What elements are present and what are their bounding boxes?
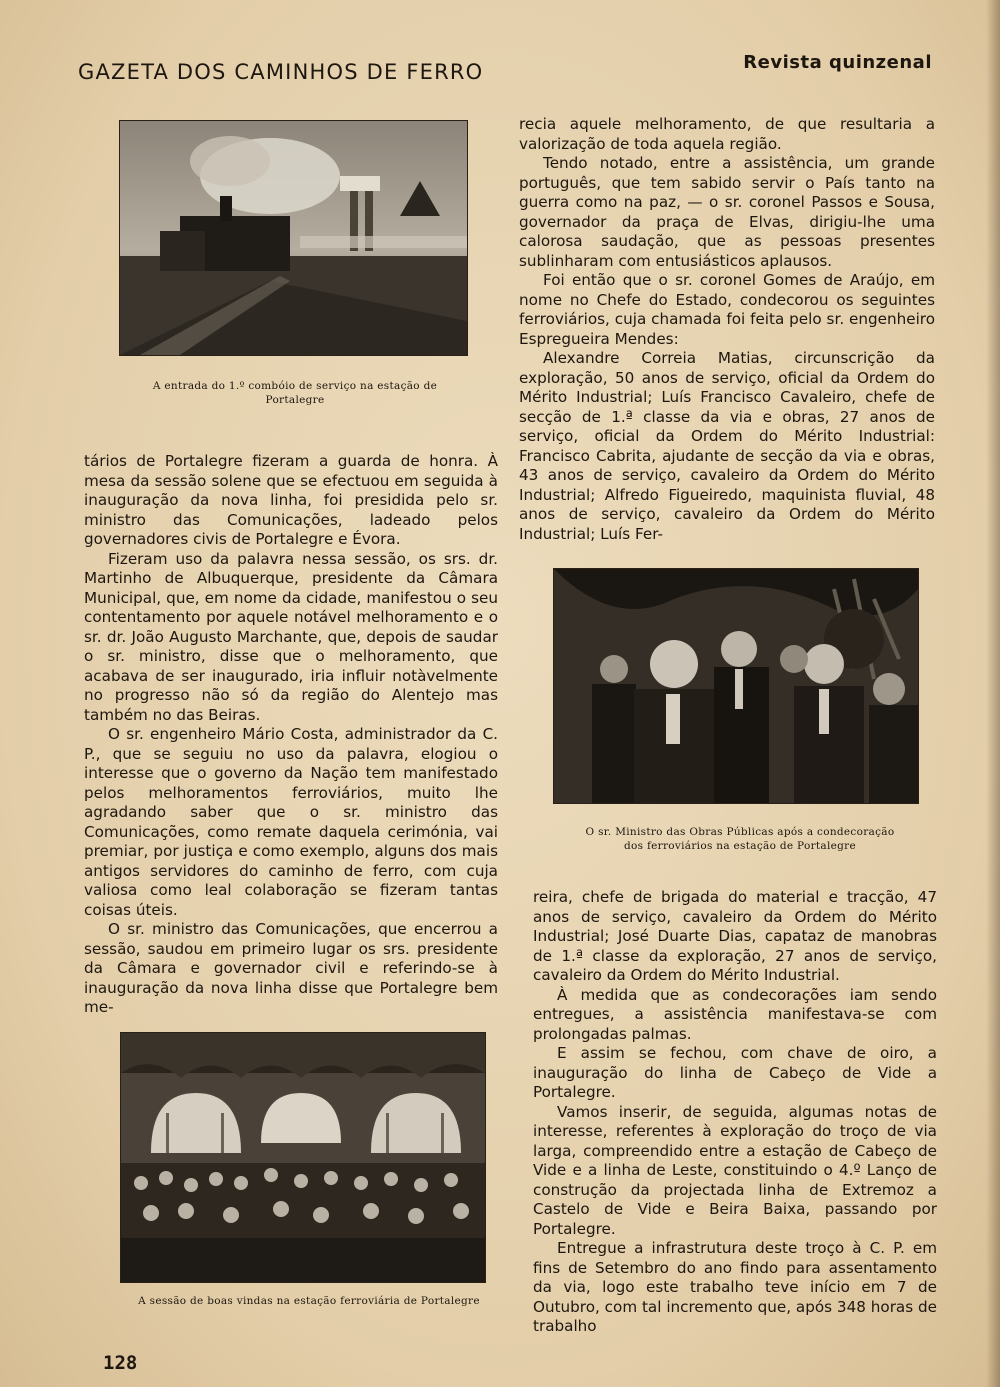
- photo-train-arrival-caption: A entrada do 1.º combóio de serviço na estação de Portalegre: [152, 380, 438, 406]
- paragraph: Foi então que o sr. coronel Gomes de Araújo, em nome no Chefe do Estado, condecorou os seguintes ferroviários, cuja chamada foi feita pelo sr. engenheiro Espregueira Mendes:: [519, 271, 935, 348]
- paragraph: E assim se fechou, com chave de oiro, a inauguração do linha de Cabeço de Vide a Portalegre.: [533, 1044, 937, 1101]
- left-column: [84, 452, 498, 1018]
- caption-line: O sr. Ministro das Obras Públicas após a condecoração: [585, 826, 895, 838]
- paragraph: Entregue a infrastrutura deste troço à C. P. em fins de Setembro do ano findo para assentamento da via, logo este trabalho teve início em 7 de Outubro, com tal incremento que, após 348 horas de trabalho: [533, 1239, 937, 1335]
- photo-train-arrival: [119, 120, 468, 356]
- paragraph: Alexandre Correia Matias, circunscrição da exploração, 50 anos de serviço, oficial da Ordem do Mérito Industrial; Luís Francisco Cavaleiro, chefe de secção de 1.ª classe da via e obras, 27 anos de serviço, oficial da Ordem do Mérito Industrial: Francisco Cabrita, ajudante de secção da via e obras, 43 anos de serviço, cavaleiro da Ordem do Mérito Industrial; Alfredo Figueiredo, maquinista fluvial, 48 anos de serviço, cavaleiro da Ordem do Mérito Industrial; Luís Fer-: [519, 349, 935, 543]
- page-edge-shadow: [986, 0, 1000, 1387]
- paragraph: À medida que as condecorações iam sendo entregues, a assistência manifestava-se com prolongadas palmas.: [533, 985, 937, 1043]
- paragraph: O sr. ministro das Comunicações, que encerrou a sessão, saudou em primeiro lugar os srs. presidente da Câmara e governador civil e referindo-se à inauguração da nova linha disse que Portalegre bem me-: [84, 920, 498, 1016]
- photo-welcome-session: [120, 1032, 486, 1283]
- photo-welcome-session-caption: A sessão de boas vindas na estação ferroviária de Portalegre: [138, 1295, 480, 1307]
- caption-line: dos ferroviários na estação de Portalegre: [623, 840, 856, 852]
- paragraph: recia aquele melhoramento, de que resultaria a valorização de toda aquela região.: [519, 115, 935, 153]
- photo-minister-decoration-caption: [540, 825, 940, 853]
- right-column-top: [519, 115, 935, 544]
- paragraph: Tendo notado, entre a assistência, um grande português, que tem sabido servir o País tanto na guerra como na paz, — o sr. coronel Passos e Sousa, governador da praça de Elvas, dirigiu-lhe uma calorosa saudação, que as pessoas presentes sublinharam com entusiásticos aplausos.: [519, 154, 935, 270]
- paragraph: Vamos inserir, de seguida, algumas notas de interesse, referentes à exploração do troço de via larga, compreendido entre a estação de Cabeço de Vide e a linha de Leste, constituindo o 4.º Lanço de construção da projectada linha de Extremoz a Castelo de Vide e Beira Baixa, passando por Portalegre.: [533, 1102, 937, 1238]
- photo-minister-decoration: [553, 568, 919, 804]
- paragraph: Fizeram uso da palavra nessa sessão, os srs. dr. Martinho de Albuquerque, presidente da Câmara Municipal, que, em nome da cidade, manifestou o seu contentamento por aquele notável melhoramento e o sr. dr. João Augusto Marchante, que, depois de saudar o sr. ministro, disse que o melhoramento, que acabava de ser inaugurado, iria influir notàvelmente no progresso não só da região do Alentejo mas também no das Beiras.: [84, 549, 498, 724]
- magazine-frequency: Revista quinzenal: [743, 52, 932, 73]
- paragraph: O sr. engenheiro Mário Costa, administrador da C. P., que se seguiu no uso da palavra, elogiou o interesse que o governo da Nação tem manifestado pelos melhoramentos ferroviários, muito lhe agradando saber que o sr. ministro das Comunicações, como remate daquela cerimónia, vai premiar, por justiça e como exemplo, alguns dos mais antigos servidores do caminho de ferro, com cuja valiosa como leal colaboração se fizeram tantas coisas úteis.: [84, 725, 498, 919]
- paragraph: tários de Portalegre fizeram a guarda de honra. À mesa da sessão solene que se efectuou em seguida à inauguração da nova linha, foi presidida pelo sr. ministro das Comunicações, ladeado pelos governadores civis de Portalegre e Évora.: [84, 452, 498, 548]
- magazine-title: GAZETA DOS CAMINHOS DE FERRO: [78, 60, 484, 84]
- page-number: 128: [103, 1352, 138, 1374]
- paragraph: reira, chefe de brigada do material e tracção, 47 anos de serviço, cavaleiro da Ordem do Mérito Industrial; José Duarte Dias, capataz de manobras de 1.ª classe da exploração, 27 anos de serviço, cavaleiro da Ordem do Mérito Industrial.: [533, 888, 937, 984]
- right-column-bottom: [533, 888, 937, 1337]
